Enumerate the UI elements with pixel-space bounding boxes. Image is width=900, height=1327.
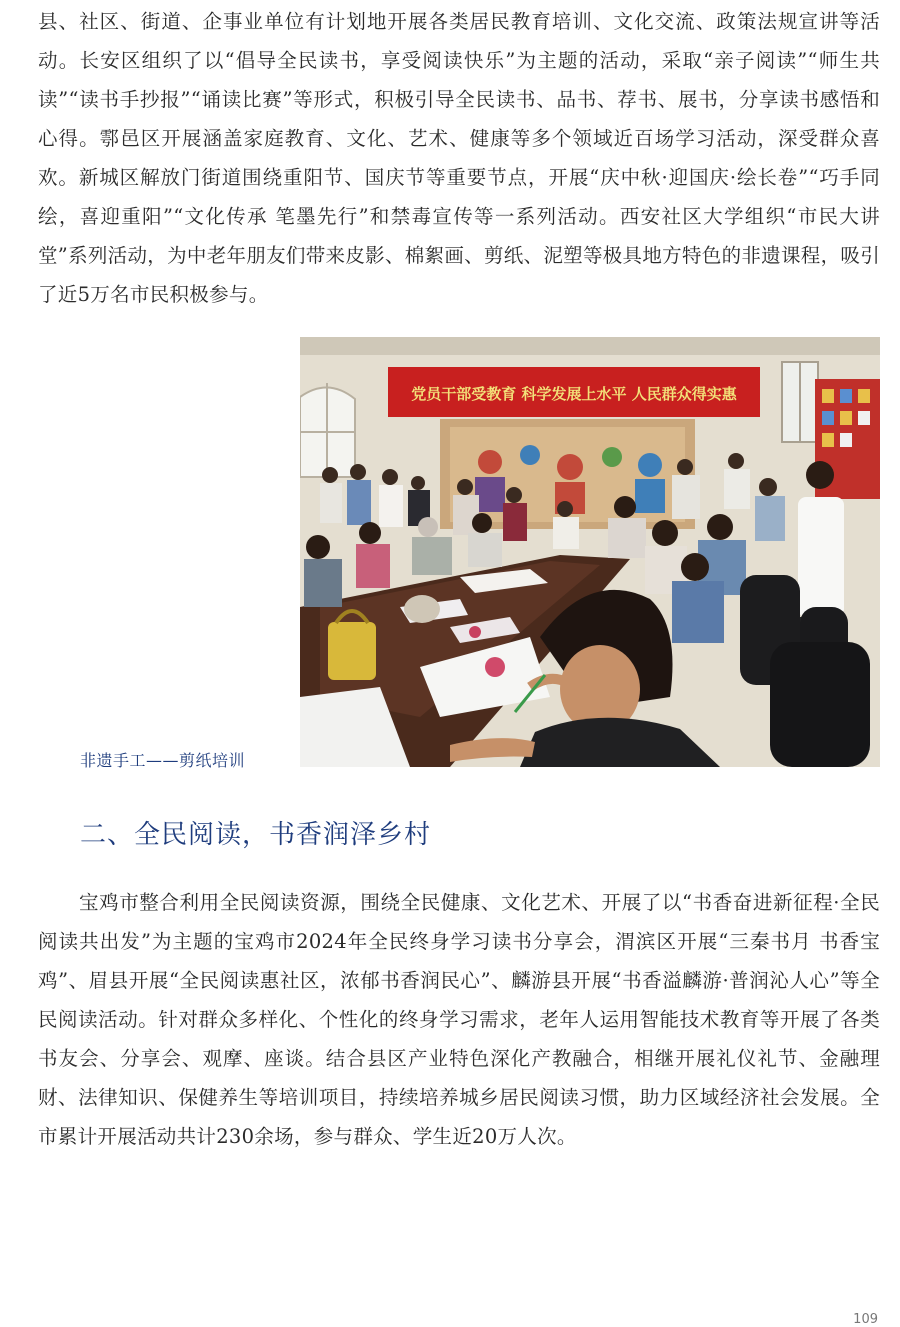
body-paragraph-section: 宝鸡市整合利用全民阅读资源，围绕全民健康、文化艺术、开展了以“书香奋进新征程·全民阅读共出发”为主题的宝鸡市2024年全民终身学习读书分享会，渭滨区开展“三秦书月 书香宝鸡”、眉县开展“全民阅读惠社区，浓郁书香润民心”、麟游县开展“书香溢麟游·普润沁人心”等全民阅读活动。针对群众多样化、个性化的终身学习需求，老年人运用智能技术教育等开展了各类书友会、分享会、观摩、座谈。结合县区产业特色深化产教融合，相继开展礼仪礼节、金融理财、法律知识、保健养生等培训项目，持续培养城乡居民阅读习惯，助力区域经济社会发展。全市累计开展活动共计230余场，参与群众、学生近20万人次。 <box>38 891 880 1148</box>
red-banner <box>388 367 760 417</box>
body-paragraph-top: 县、社区、街道、企事业单位有计划地开展各类居民教育培训、文化交流、政策法规宣讲等活动。长安区组织了以“倡导全民读书，享受阅读快乐”为主题的活动，采取“亲子阅读”“师生共读”“读书手抄报”“诵读比赛”等形式，积极引导全民读书、品书、荐书、展书，分享读书感悟和心得。鄠邑区开展涵盖家庭教育、文化、艺术、健康等多个领域近百场学习活动，深受群众喜欢。新城区解放门街道围绕重阳节、国庆节等重要节点，开展“庆中秋·迎国庆·绘长卷”“巧手同绘，喜迎重阳”“文化传承 笔墨先行”和禁毒宣传等一系列活动。西安社区大学组织“市民大讲堂”系列活动，为中老年朋友们带来皮影、棉絮画、剪纸、泥塑等极具地方特色的非遗课程，吸引了近5万名市民积极参与。 <box>38 10 880 306</box>
paper-cutting-training-photo <box>300 337 880 767</box>
section-heading: 二、全民阅读，书香润泽乡村 <box>80 820 432 850</box>
side-window <box>782 362 818 442</box>
banner-text: 党员干部受教育 科学发展上水平 人民群众得实惠 <box>411 385 737 403</box>
arched-window <box>300 383 355 477</box>
page-number: 109 <box>853 1312 878 1327</box>
figure-caption: 非遗手工——剪纸培训 <box>80 751 246 770</box>
